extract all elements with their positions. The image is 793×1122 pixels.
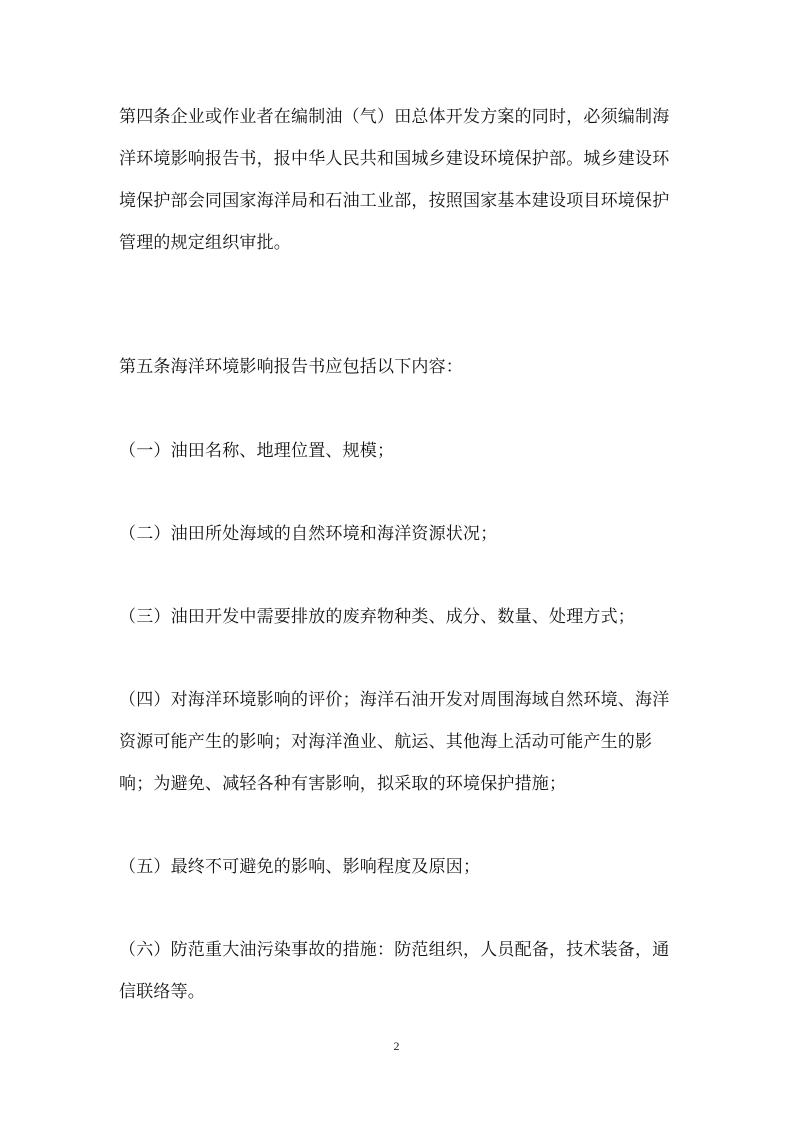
list-item-2: （二）油田所处海域的自然环境和海洋资源状况；	[119, 524, 498, 544]
list-item-5: （五）最终不可避免的影响、影响程度及原因；	[119, 857, 481, 877]
list-item-6: （六）防范重大油污染事故的措施：防范组织，人员配备，技术装备，通信联络等。	[119, 940, 670, 1002]
list-item-1: （一）油田名称、地理位置、规模；	[119, 441, 395, 461]
page-number: 2	[393, 1039, 400, 1053]
list-item-4: （四）对海洋环境影响的评价；海洋石油开发对周围海域自然环境、海洋资源可能产生的影响；对海洋渔业、航运、其他海上活动可能产生的影响；为避免、减轻各种有害影响，拟采取的环境保护措施；	[119, 690, 670, 794]
paragraph-article-4: 第四条企业或作业者在编制油（气）田总体开发方案的同时，必须编制海洋环境影响报告书，报中华人民共和国城乡建设环境保护部。城乡建设环境保护部会同国家海洋局和石油工业部，按照国家基本建设项目环境保护管理的规定组织审批。	[119, 107, 670, 253]
list-item-3: （三）油田开发中需要排放的废弃物种类、成分、数量、处理方式；	[119, 607, 635, 627]
paragraph-article-5: 第五条海洋环境影响报告书应包括以下内容：	[119, 357, 463, 377]
